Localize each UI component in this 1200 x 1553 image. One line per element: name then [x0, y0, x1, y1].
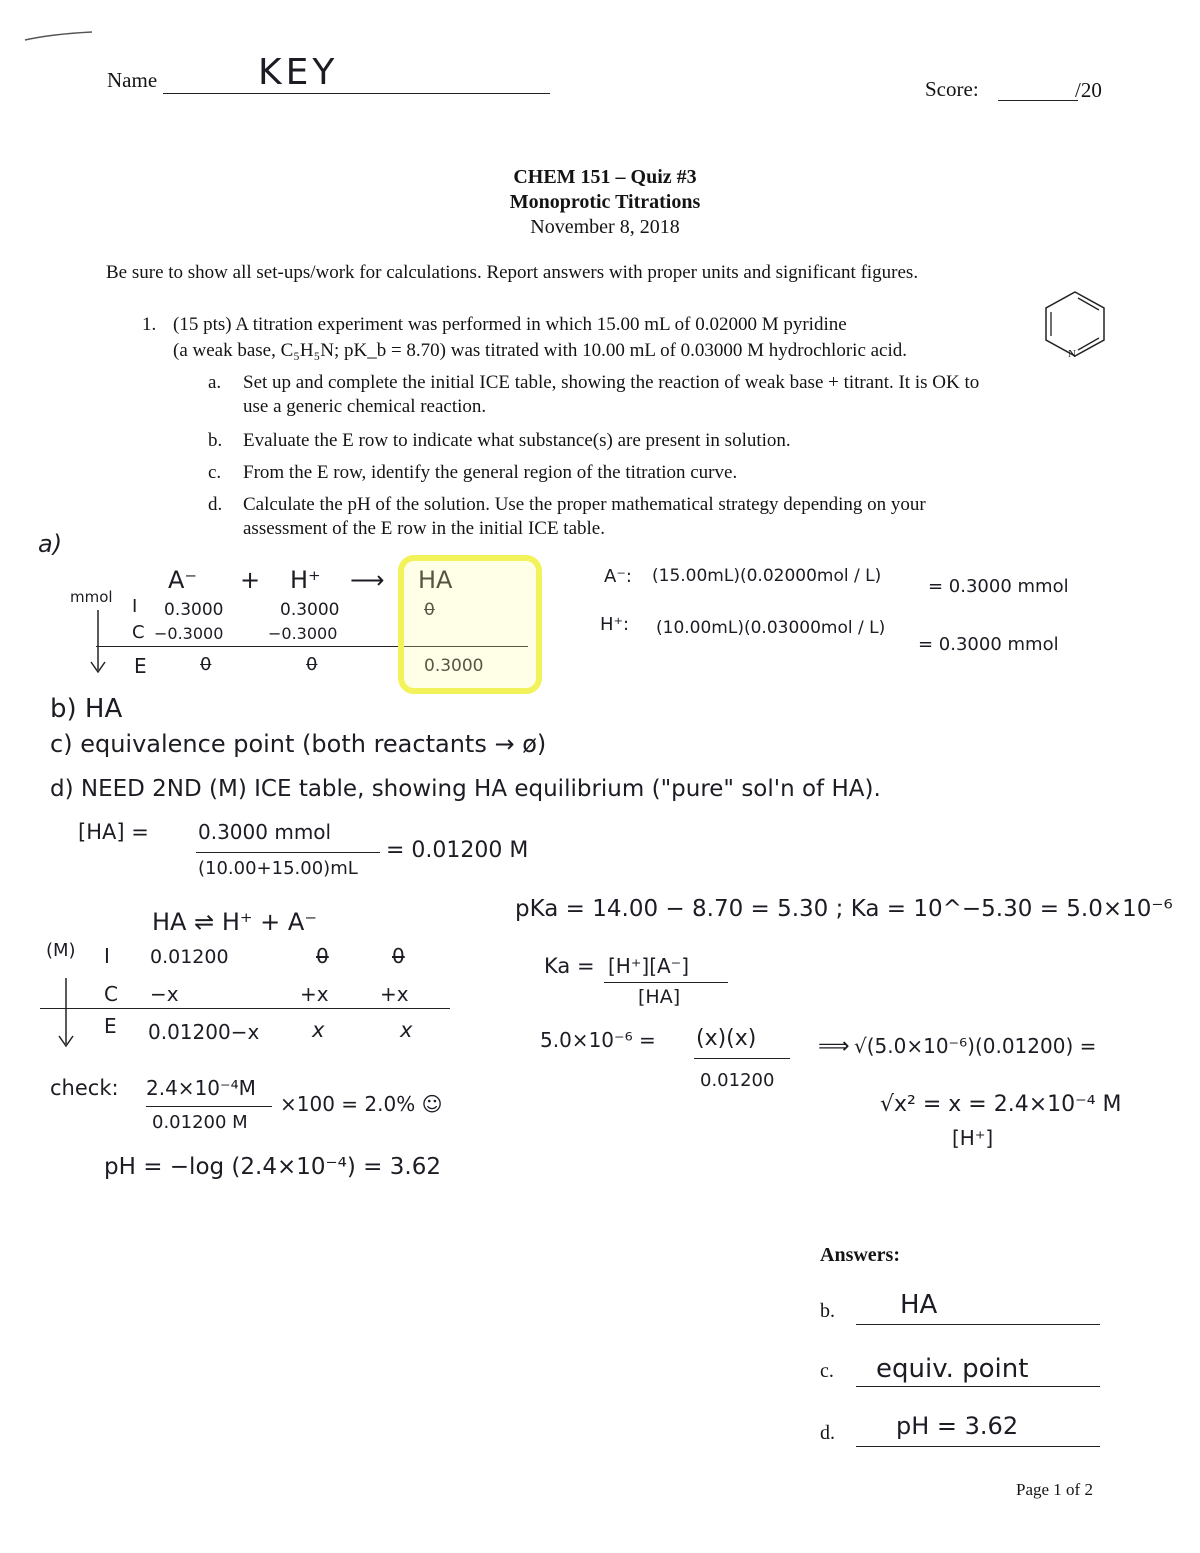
ka-sub-lhs: 5.0×10⁻⁶ = [540, 1028, 656, 1052]
ha-highlight-box [398, 555, 542, 694]
part-d-line-2: assessment of the E row in the initial ICE table. [243, 518, 605, 539]
question-line-1: (15 pts) A titration experiment was performed in which 15.00 mL of 0.02000 M pyridine [173, 314, 847, 335]
ice1-eq-a: A⁻ [168, 566, 198, 594]
answer-c-value: equiv. point [876, 1354, 1029, 1384]
answer-c-work: c) equivalence point (both reactants → ø) [50, 730, 547, 758]
name-value: KEY [258, 52, 339, 93]
ice1-i-a: 0.3000 [164, 600, 224, 620]
score-label: Score: [925, 77, 979, 101]
name-label: Name [107, 68, 158, 92]
conc-numerator: 0.3000 mmol [198, 820, 332, 844]
ka-fraction-bar [604, 982, 728, 983]
ka-lhs: Ka = [544, 954, 595, 978]
ice2-c-h: +x [300, 982, 329, 1006]
part-d-line-1: Calculate the pH of the solution. Use the proper mathematical strategy depending on your [243, 494, 926, 515]
part-c-letter: c. [208, 462, 222, 483]
answer-c-underline [856, 1386, 1100, 1387]
part-a-line-2: use a generic chemical reaction. [243, 396, 487, 417]
page-number: Page 1 of 2 [1016, 1480, 1093, 1499]
ice1-row-c: C [132, 622, 145, 643]
ph-line: pH = −log (2.4×10⁻⁴) = 3.62 [104, 1154, 441, 1180]
ka-sqrt-expr: √(5.0×10⁻⁶)(0.01200) = [854, 1034, 1097, 1058]
ice2-i-h: 0 [316, 944, 329, 968]
conc-denominator: (10.00+15.00)mL [198, 858, 358, 879]
ice2-e-a: x [400, 1018, 413, 1042]
answer-b-work: b) HA [50, 694, 123, 724]
ice1-row-e: E [134, 654, 147, 678]
ice2-i-a: 0 [392, 944, 405, 968]
ka-sub-denominator: 0.01200 [700, 1070, 775, 1091]
conc-result: = 0.01200 M [386, 838, 529, 863]
ice2-c-a: +x [380, 982, 409, 1006]
answer-b-value: HA [900, 1290, 938, 1320]
question-line-2: (a weak base, C₅H₅N; pK_b = 8.70) was titrated with 10.00 mL of 0.03000 M hydrochloric acid. [173, 340, 908, 361]
answer-d-value: pH = 3.62 [896, 1412, 1019, 1440]
ice1-eq-plus: + [240, 566, 261, 594]
answer-d-label: d. [820, 1422, 835, 1444]
calc-a-label: A⁻: [604, 566, 632, 587]
answer-b-underline [856, 1324, 1100, 1325]
ice1-down-arrow-icon [88, 608, 108, 678]
course-title: CHEM 151 – Quiz #3 [513, 166, 697, 188]
quiz-date: November 8, 2018 [530, 216, 680, 238]
ka-denominator: [HA] [638, 986, 681, 1008]
ka-sub-arrow: ⟹ [818, 1034, 850, 1059]
ice1-row-i: I [132, 596, 138, 617]
ice2-row-i: I [104, 944, 110, 968]
answer-d-underline [856, 1446, 1100, 1447]
ice2-equation: HA ⇌ H⁺ + A⁻ [152, 908, 317, 936]
answer-a-label: a) [38, 530, 63, 558]
scan-mark [22, 24, 102, 44]
ice2-e-ha: 0.01200−x [148, 1020, 260, 1044]
x-result: √x² = x = 2.4×10⁻⁴ M [880, 1092, 1122, 1117]
calc-h-expr: (10.00mL)(0.03000mol / L) [656, 618, 886, 638]
pyridine-n-label: N [1068, 348, 1076, 360]
check-result: ×100 = 2.0% ☺ [280, 1092, 443, 1116]
ice2-unit: (M) [46, 940, 76, 961]
answer-b-label: b. [820, 1300, 835, 1322]
part-b-letter: b. [208, 430, 223, 451]
ice2-c-ha: −x [150, 982, 179, 1006]
part-d-letter: d. [208, 494, 223, 515]
score-total: /20 [1075, 78, 1102, 102]
ice1-eq-ha: HA [418, 566, 453, 594]
calc-h-label: H⁺: [600, 614, 630, 635]
check-label: check: [50, 1076, 119, 1100]
ice2-e-h: x [312, 1018, 325, 1042]
ice1-i-h: 0.3000 [280, 600, 340, 620]
ice1-unit: mmol [70, 588, 113, 606]
conc-fraction-bar [196, 852, 380, 853]
instructions: Be sure to show all set-ups/work for calculations. Report answers with proper units and significant figures. [106, 262, 919, 283]
question-number: 1. [142, 314, 157, 335]
x-result-label: [H⁺] [952, 1126, 994, 1150]
check-denominator: 0.01200 M [152, 1112, 248, 1133]
ice1-e-ha: 0.3000 [424, 656, 484, 676]
answer-c-label: c. [820, 1360, 834, 1382]
ice1-i-ha: 0 [424, 600, 435, 620]
calc-a-expr: (15.00mL)(0.02000mol / L) [652, 566, 882, 586]
ice2-row-c: C [104, 982, 118, 1006]
conc-lhs: [HA] = [78, 820, 149, 844]
ice2-i-ha: 0.01200 [150, 946, 229, 968]
ka-numerator: [H⁺][A⁻] [608, 954, 690, 978]
ice1-c-a: −0.3000 [154, 624, 224, 643]
part-a-line-1: Set up and complete the initial ICE table, showing the reaction of weak base + titrant. It is OK to [243, 372, 980, 393]
ice2-row-e: E [104, 1014, 117, 1038]
part-c-line-1: From the E row, identify the general region of the titration curve. [243, 462, 738, 483]
quiz-topic: Monoprotic Titrations [509, 191, 701, 213]
ice1-c-h: −0.3000 [268, 624, 338, 643]
check-fraction-bar [146, 1106, 272, 1107]
ice2-divider [40, 1008, 450, 1009]
ice2-down-arrow-icon [56, 976, 76, 1052]
answers-title: Answers: [820, 1244, 900, 1266]
ice1-eq-h: H⁺ [290, 566, 321, 594]
score-underline [998, 100, 1078, 101]
answer-d-work: d) NEED 2ND (M) ICE table, showing HA equilibrium ("pure" sol'n of HA). [50, 776, 881, 802]
check-numerator: 2.4×10⁻⁴M [146, 1076, 256, 1100]
calc-a-result: = 0.3000 mmol [928, 576, 1069, 597]
ka-sub-fraction-bar [694, 1058, 790, 1059]
ice1-eq-arrow: ⟶ [350, 566, 385, 594]
part-a-letter: a. [208, 372, 222, 393]
part-b-line-1: Evaluate the E row to indicate what substance(s) are present in solution. [243, 430, 791, 451]
pka-line: pKa = 14.00 − 8.70 = 5.30 ; Ka = 10^−5.30 = 5.0×10⁻⁶ [515, 896, 1173, 922]
ice1-e-h: 0 [306, 654, 318, 675]
name-underline [163, 93, 550, 94]
ice1-e-a: 0 [200, 654, 212, 675]
calc-h-result: = 0.3000 mmol [918, 634, 1059, 655]
ka-sub-numerator: (x)(x) [696, 1026, 757, 1051]
